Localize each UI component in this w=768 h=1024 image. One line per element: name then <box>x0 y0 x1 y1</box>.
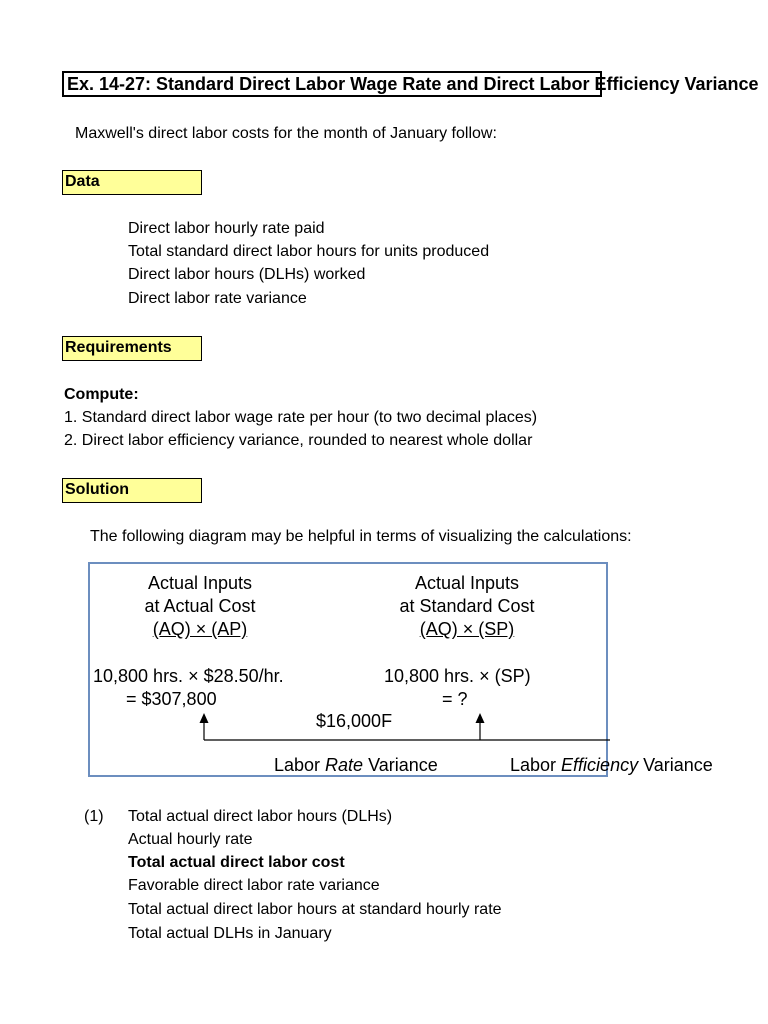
col2-heading-line2: at Standard Cost <box>399 596 535 616</box>
col1-result: = $307,800 <box>126 689 217 709</box>
efficiency-variance-label: Labor Efficiency Variance <box>510 755 713 775</box>
col1-calculation: 10,800 hrs. × $28.50/hr. <box>93 666 284 686</box>
part1-item: Total actual DLHs in January <box>128 925 332 942</box>
variance-diagram <box>88 562 713 777</box>
col2-result: = ? <box>442 689 468 709</box>
part1-item: Favorable direct labor rate variance <box>128 877 380 894</box>
solution-section-label: Solution <box>62 478 202 503</box>
requirement-item: 1. Standard direct labor wage rate per hour (to two decimal places) <box>64 409 538 426</box>
exercise-title: Ex. 14-27: Standard Direct Labor Wage Rate and Direct Labor Efficiency Variance <box>62 71 602 97</box>
col2-heading-line1: Actual Inputs <box>414 573 520 593</box>
part1-number: (1) <box>84 808 104 825</box>
col1-heading-line2: at Actual Cost <box>144 596 256 616</box>
col2-formula: (AQ) × (SP) <box>419 619 515 639</box>
solution-intro: The following diagram may be helpful in terms of visualizing the calculations: <box>90 528 632 545</box>
col1-heading-line1: Actual Inputs <box>147 573 253 593</box>
part1-item: Total actual direct labor hours at standard hourly rate <box>128 901 502 918</box>
variance-bracket-arrows <box>90 564 610 779</box>
requirement-item: 2. Direct labor efficiency variance, rounded to nearest whole dollar <box>64 432 533 449</box>
data-item: Direct labor hourly rate paid <box>128 220 325 237</box>
data-item: Total standard direct labor hours for units produced <box>128 243 490 260</box>
rate-variance-label: Labor Rate Variance <box>274 755 438 775</box>
part1-item: Total actual direct labor hours (DLHs) <box>128 808 393 825</box>
requirements-heading: Compute: <box>64 386 139 403</box>
data-section-label: Data <box>62 170 202 195</box>
col1-formula: (AQ) × (AP) <box>152 619 248 639</box>
intro-text: Maxwell's direct labor costs for the month of January follow: <box>75 125 497 142</box>
requirements-section-label: Requirements <box>62 336 202 361</box>
data-item: Direct labor hours (DLHs) worked <box>128 266 366 283</box>
part1-item: Actual hourly rate <box>128 831 253 848</box>
data-item: Direct labor rate variance <box>128 290 307 307</box>
part1-item-total-cost: Total actual direct labor cost <box>128 854 345 871</box>
col2-calculation: 10,800 hrs. × (SP) <box>384 666 531 686</box>
rate-variance-amount: $16,000F <box>316 711 393 731</box>
